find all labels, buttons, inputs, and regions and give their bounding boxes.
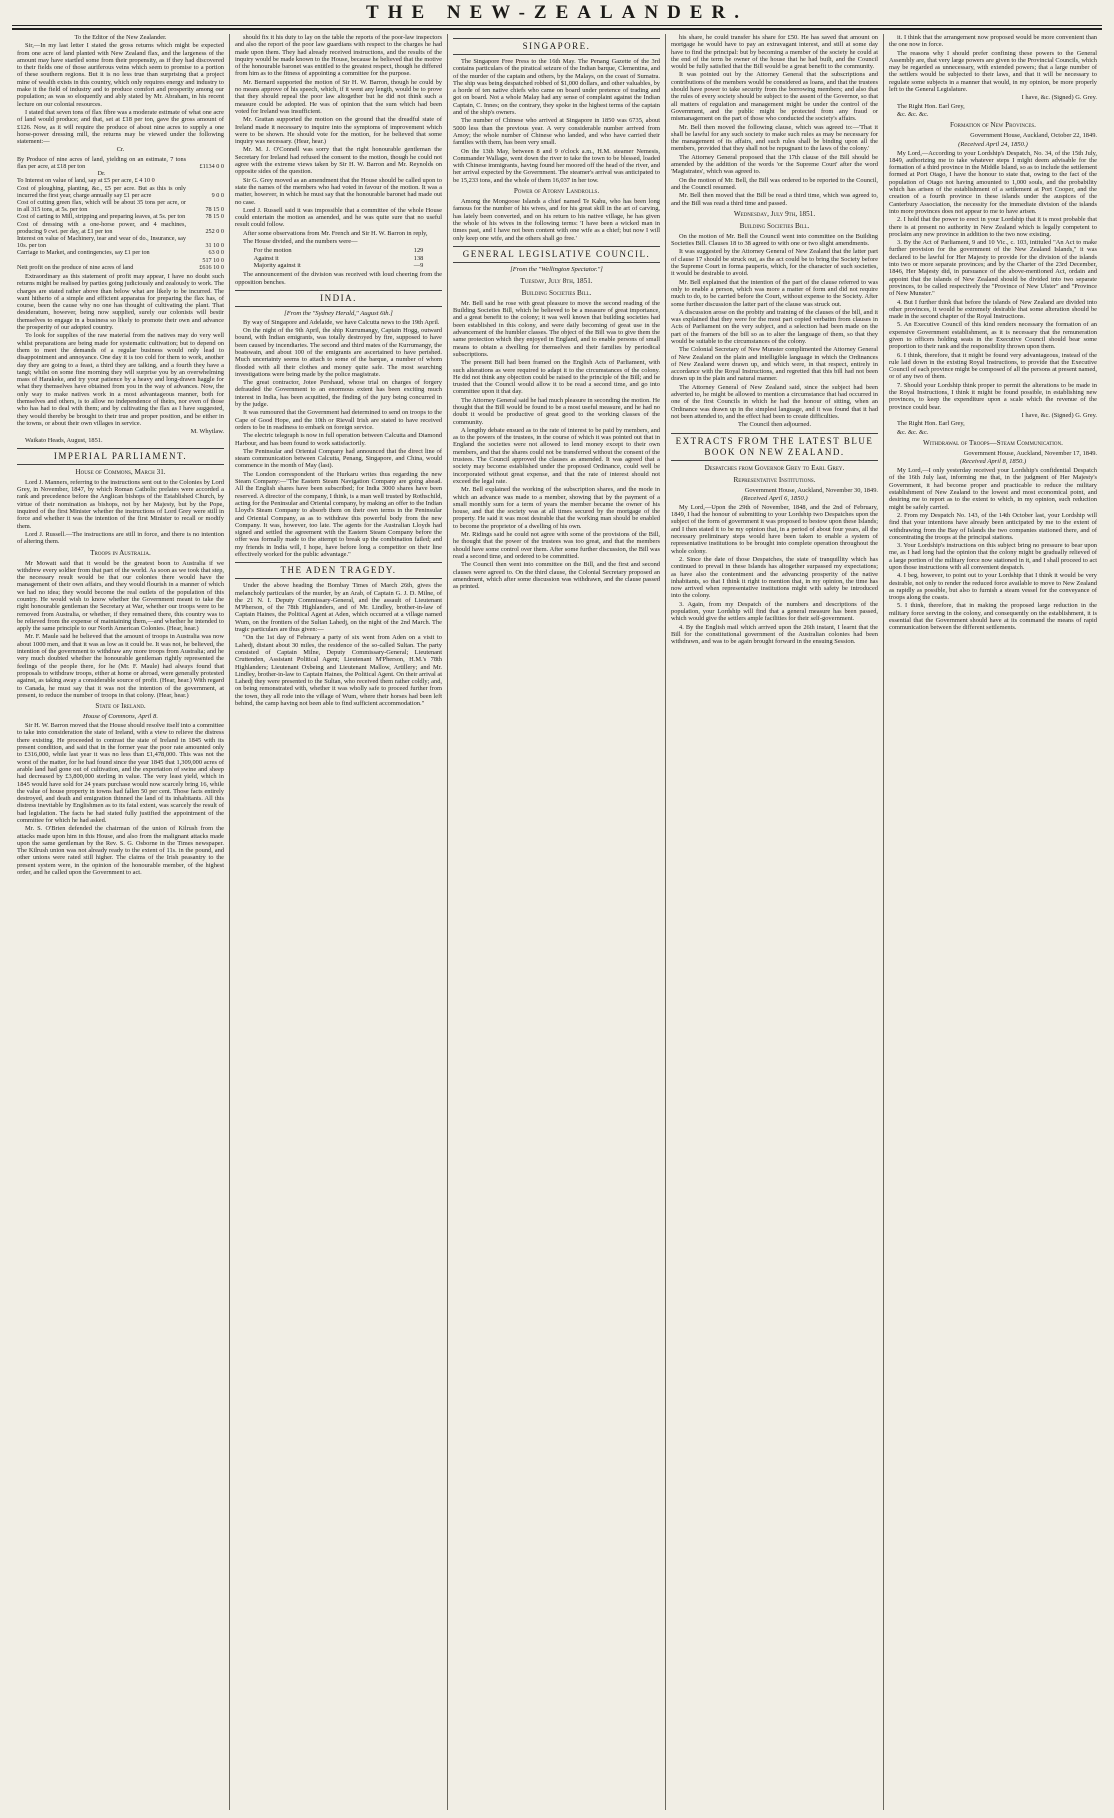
signature-place: Waikato Heads, August, 1851. — [25, 436, 103, 444]
paragraph: 4. But I further think that before the islands of New Zealand are divided into other provinces, it would be extremely desirable that some alteration should be made in the second chapter of the Royal Instructions. — [889, 298, 1097, 321]
paragraph: After some observations from Mr. French and Sir H. W. Barron in reply, — [243, 229, 428, 237]
section-heading-imperial-parliament: IMPERIAL PARLIAMENT. — [17, 448, 224, 465]
paragraph: 3. Again, from my Despatch of the numbers and descriptions of the population, your Lordship will find that a general measure has been passed, which would give the settlers ample facilities for their self-government. — [671, 600, 878, 623]
paragraph: should fix it his duty to lay on the table the reports of the poor-law inspectors and also the report of the poor law guardians with respect to the charges he had made upon them. They had already received instructions, and the results of the inquiry would be made known to the House, because he believed that the motive of the honourable baronet was entitled to the greatest respect, though he differed from him as to the fitness of appointing a committee for the purpose. — [235, 34, 442, 78]
paragraph: Lord J. Russell.—The instructions are still in force, and there is no intention of altering them. — [17, 530, 224, 546]
paragraph: "On the 1st day of February a party of six went from Aden on a visit to Lahedj, distant about 30 miles, the residence of the so-called Sultan. The party consisted of Captain Milne, Deputy Commissary-General; Lieutenant Cruttenden, Assistant Political Agent; Lieutenant M'Pherson, H.M.'s 78th Highlanders; Lieutenant Oxbeing and Lieutenant Mallow, Artillery; and Mr. Lindley, brother-in-law to Captain Haines, the Political Agent. On their arrival at Lahedj they were presented to the Sultan, who received them rather coldly; and, on being remonstrated with, whether it was wholly safe to proceed further from the town, they all rode into the village of Wum, where their horses had been left behind, the camp having not been able to find sufficient accommodation." — [235, 634, 442, 708]
addressee: The Right Hon. Earl Grey, — [897, 420, 965, 428]
flax-account-table — [17, 156, 224, 271]
table-row: Against it 138 — [253, 254, 424, 262]
paragraph: To look for supplies of the raw material from the natives may do very well whilst preparations are being made for systematic cultivation; but to depend on them to meet the demands of a regular business would only lead to disappointment and annoyance. One day it is too cold for them to work, another day they are going to a feast, a third they are talking, and a fourth they have a tangi; whilst on some fine morning they will surprise you by an overwhelming mass of Harakeke, and try your patience by a heavy and long-drawn haggle for what they themselves have obtained from you in the way of advances. Now, the only way to make natives work in a most advantageous manner, both for themselves and others, is to allow no independence of theirs, nor even of those who has had to deal with them; and by cultivating the flax as I have suggested, they would thereby be brought to their true and proper position, and be either in the towns, or about their own villages in service. — [17, 332, 224, 427]
paragraph: Mr. Bell explained the working of the subscription shares, and the mode in which an advance was made to a member, showing that by the payment of a small monthly sum for a term of years the member became the owner of his house, and that the society was at all times secured by the mortgage of the property. He said it was most desirable that the working man should be enabled to become the proprietor of a dwelling of his own. — [453, 486, 660, 530]
subheading: State of Ireland. — [95, 702, 146, 711]
subheading: Building Societies Bill. — [521, 288, 592, 297]
paragraph: My Lord,—I only yesterday received your Lordship's confidential Despatch of the 16th July last, informing me that, in the judgment of Her Majesty's Government, it had become proper and practicable to reduce the military establishment of New Zealand to the lowest and most economical point, and desiring me to report as to the extent to which, in my opinion, such reduction might be safely carried. — [889, 467, 1097, 511]
table-row: Cost of ploughing, planting, &c., £5 per acre. But as this is only incurred the first year, charge annually say £1 per acre 9 0 0 — [17, 184, 224, 199]
subheading: Building Societies Bill. — [739, 221, 810, 230]
paragraph: The Attorney General proposed that the 17th clause of the Bill should be amended by the addition of the words 'or the Supreme Court' after the word 'Magistrates', which was agreed to. — [671, 153, 878, 176]
paragraph: The House divided, and the numbers were— — [243, 238, 358, 246]
paragraph: Mr. F. Maule said he believed that the amount of troops in Australia was now about 1000 men, and that it was as low as it could be. It was not, he believed, the intention of the government to withdraw any more troops from Australia; and he very much doubted whether the honourable gentleman rightly represented the feelings of the people there, for he (Mr. F. Maule) had always found that proposals to withdraw troops, either at home or abroad, were generally protested against, as taking away a considerable source of profit. (Hear, hear.) With regard to Canada, he must say that it was not the intention of the government, at present, to reduce the number of troops in that colony. (Hear, hear.) — [17, 633, 224, 699]
paragraph: It was suggested by the Attorney General of New Zealand that the latter part of clause 17 should be struck out, as the act could be to bring the Society before the Supreme Court in forma pauperis, which, for the character of such societies, it would be desirable to avoid. — [671, 248, 878, 278]
table-row: To Interest on value of land, say at £5 per acre, £ 4 10 0 — [17, 177, 155, 185]
table-row: Carriage to Market, and contingencies, say £1 per ton 63 0 0 — [17, 249, 224, 257]
paragraph: The Peninsular and Oriental Company had announced that the direct line of steam communication between Calcutta, Penang, Singapore, and China, would commence in the month of May (last). — [235, 447, 442, 470]
section-heading-india: INDIA. — [235, 290, 442, 307]
column-3 — [448, 34, 666, 1810]
subheading: Withdrawal of Troops—Steam Communication. — [923, 438, 1063, 447]
paragraph: Lord J. Manners, referring to the instructions sent out to the Colonies by Lord Grey, in November, 1847, by which Roman Catholic prelates were accorded a rank and precedence before the Anglican bishops of the Established Church, by virtue of their nomination as bishops, not by her Majesty, but by the Pope, inquired of the first Minister whether the instructions of Lord Grey were still in force and whether it was the intention of the first Minister to recall or modify them. — [17, 478, 224, 530]
table-row: Dr. — [97, 170, 106, 178]
paragraph: The present Bill had been framed on the English Acts of Parliament, with such alterations as were required to adapt it to the circumstances of the colony. He did not think any objection could be raised to the principle of the Bill; and he trusted that the Council would allow it to be read a second time, and go into committee upon it that day. — [453, 359, 660, 396]
paragraph: Mr Mowatt said that it would be the greatest boon to Australia if we withdrew every soldier from that part of the world. As soon as we took that step, the necessary result would be that our colonies there would have the management of their own affairs, and they would flourish in a manner of which we had no idea; they would become the real outlets of the population of this country. He would wish to know whether the Government meant to take the right honourable gentleman the Secretary at War, whether our troops were to be removed from Australia, or whether, if they remained there, this country was to be relieved from the expense of maintaining them,—and whether he intended to apply the same principle to our North American Colonies. (Hear, hear.) — [17, 559, 224, 633]
subheading-date: Wednesday, July 9th, 1851. — [733, 209, 816, 218]
paragraph: 4. By the English mail which arrived upon the 26th instant, I learnt that the Bill for the constitutional government of the Australian colonies had been withdrawn, and was to be again brought forward in the ensuing Session. — [671, 623, 878, 646]
dateline: Government House, Auckland, October 22, 1849. — [970, 132, 1097, 140]
paragraph: it. I think that the arrangement now proposed would be more convenient than the one now in force. — [889, 34, 1097, 49]
paragraph: Sir,—In my last letter I stated the gross returns which might be expected from one acre of land planted with New Zealand flax, and the largeness of the amount may have startled some from their propensity, as if they had discovered to their fields one of those auriferous veins which seem to promise to a portion of these southern regions. But it is no less true than surprising that a project mine of wealth exists in this country, which only requires energy and industry to make it the field of industry and to produce comfort and prosperity among our population; as was so eloquently and ably stated by Mr. Abraham, in his recent lecture on our colonial resources. — [17, 42, 224, 108]
masthead-rule-double — [12, 28, 1102, 30]
paragraph: On the motion of Mr. Bell the Council went into committee on the Building Societies Bill. Clauses 18 to 38 agreed to with one or two slight amendments. — [671, 232, 878, 248]
paragraph: 5. I think, therefore, that in making the proposed large reduction in the military force serving in the colony, and consequently on the establishment, it is essential that the Government should have at its command the means of rapid communication between the different settlements. — [889, 602, 1097, 632]
received-line: (Received April 8, 1850.) — [959, 458, 1027, 466]
account-heading: Cr. — [116, 146, 125, 154]
paragraph: Mr. Bell then moved the following clause, which was agreed to:—'That it shall be lawful for any such society to make such rules as may be necessary for the management of its affairs, and such rules shall be binding upon all the members, provided that they shall not be repugnant to the laws of the colony.' — [671, 123, 878, 153]
paragraph: My Lord,—Upon the 29th of November, 1848, and the 2nd of February, 1849, I had the honour of submitting to your Lordship two Despatches upon the subject of the form of government it was proposed to bestow upon these Islands; and I then stated it to be my opinion that, in a period of about four years, all the necessary preliminary steps would have been taken to enable a system of representative institutions to be brought into complete operation throughout the whole colony. — [671, 503, 878, 555]
paragraph: A discussion arose on the probity and training of the clauses of the bill, and it was explained that they were for the most part copied verbatim from clauses in Acts of Parliament on the very subject, and a selection had been made on the part of the framers of the bill so as to alter the language of them, so that they would be suitable to the circumstances of the colony. — [671, 308, 878, 345]
section-heading-singapore: SINGAPORE. — [453, 38, 660, 55]
paragraph: 2. Since the date of those Despatches, the state of tranquillity which has continued to prevail in these Islands has altogether surpassed my expectations; as have also the contentment and the advancing prosperity of the native inhabitants, so that I think it right to mention that, in my opinion, the time has now arrived when representative institutions might with safety be introduced into the colony. — [671, 555, 878, 600]
table-row: For the motion 129 — [253, 247, 424, 255]
column-1 — [12, 34, 230, 1810]
table-row: Interest on value of Machinery, tear and wear of do., Insurance, say 10s. per ton 31 10 0 — [17, 234, 224, 250]
dateline: Government House, Auckland, November 30, 1849. — [744, 486, 878, 494]
division-votes-table — [254, 247, 424, 269]
subheading: House of Commons, March 31. — [75, 467, 166, 476]
paragraph: It was rumoured that the Government had determined to send on troops to the Cape of Good Hope, and the 10th or Rievall Irish are stated to have received orders to be in readiness to embark on foreign service. — [235, 409, 442, 431]
addressee-etc: &c. &c. &c. — [897, 110, 929, 118]
subheading-date: Tuesday, July 8th, 1851. — [520, 276, 593, 285]
subheading: Representative Institutions. — [733, 475, 816, 484]
paragraph: On the motion of Mr. Bell, the Bill was ordered to be reported to the Council, and the Council resumed. — [671, 176, 878, 191]
paragraph: Sir H. W. Barron moved that the House should resolve itself into a committee to take into consideration the state of Ireland, with a view to relieve the distress there existing. He proceeded to contrast the state of Ireland in 1845 with its present condition, and said that in the former year the poor rate amounted only to £316,000, while last year it was no less than £1,478,000. This was not the worst of the matter, for he had found since the year 1845 that 1,309,000 acres of arable land had gone out of cultivation, and the exportation of swine and sheep had decreased by £3,800,000 sterling in value. The very least yield, which in 1845 would have sold for 24 years purchase would now scarcely bring 16, while the value of house property in towns had fallen 50 per cent. Those facts entirely destroyed, and death and emigration thinned the land of its inhabitants. All this distress inevitable by Englishmen as to its fatal extent, was scarcely the result of bad legislation. The facts he had stated fully justified the appointment of the committee for which he had asked. — [17, 722, 224, 824]
paragraph: Mr. Ridings said he could not agree with some of the provisions of the Bill, he thought that the power of the trustees was too great, and that the members should have some control over them. After some further discussion, the Bill was read a second time, and ordered to be committed. — [453, 531, 660, 560]
paragraph: The Council then went into committee on the Bill, and the first and second clauses were agreed to. On the third clause, the Colonial Secretary proposed an amendment, which after some discussion was withdrawn, and the clause passed as printed. — [453, 561, 660, 591]
column-2 — [230, 34, 448, 1810]
paragraph: I stated that seven tons of flax fibre was a moderate estimate of what one acre of land would produce; and that, set at £18 per ton, gave the gross amount of £126. Now, as it will require the produce of about nine acres to supply a one horse-power dressing mill, the returns may be viewed under the following statement:— — [17, 108, 224, 146]
paragraph: The Colonial Secretary of New Munster complimented the Attorney General of New Zealand on the plain and intelligible language in which the Ordinances of New Zealand were drawn up, and which were, in that respect, entirely in accordance with the Royal Instructions, and regretted that this bill had not been drawn up in the plain and natural manner. — [671, 346, 878, 383]
source-line: [From the "Wellington Spectator."] — [510, 265, 603, 273]
subheading: Formation of New Provinces. — [950, 121, 1036, 130]
subheading-date: House of Commons, April 8. — [83, 713, 158, 721]
addressee-etc: &c. &c. &c. — [897, 428, 929, 436]
table-row: Majority against it —9 — [253, 261, 424, 269]
paragraph: 6. I think, therefore, that it might be found very advantageous, instead of the rule laid down in the existing Royal Instructions, to provide that the Executive Council of each province might be composed of all the persons at present named, or of any two of them. — [889, 351, 1097, 381]
dateline: Government House, Auckland, November 17, 1849. — [963, 449, 1097, 457]
paragraph: On the 13th May, between 8 and 9 o'clock a.m., H.M. steamer Nemesis, Commander Wallage, went down the river to take the town to be blessed, loaded with Chinese immigrants, having found her moored off the head of the river, and her arrival expected by the Government. The steamer's arrival was anticipated to be 15,233 tons, and the whole of them 16,037 in her tow. — [453, 147, 660, 184]
letter-greeting: To the Editor of the New Zealander. — [74, 34, 167, 41]
paragraph: Sir G. Grey moved as an amendment that the House should be called upon to state the names of the members who had voted in favour of the motion. It was a matter, however, in which he must say that the honourable baronet had made out no case. — [235, 176, 442, 206]
paragraph: The announcement of the division was received with loud cheering from the opposition benches. — [235, 271, 442, 286]
signature: M. Whytlaw. — [190, 428, 224, 436]
subheading: Power of Atorny Landrolls. — [513, 187, 600, 196]
source-line: [From the "Sydney Herald," August 6th.] — [284, 309, 393, 317]
paragraph: Mr. Bell explained that the intention of the part of the clause referred to was only to enable a person, which was more a matter of form and did not require much to do, to be carried before the Court, without expense to the Society. After some further discussion the latter part of the clause was struck out. — [671, 278, 878, 308]
table-row: By Produce of nine acres of land, yielding on an estimate, 7 tons flax per acre, at £18 per ton £1134 0 0 — [17, 155, 224, 170]
paragraph: Mr. Grattan supported the motion on the ground that the dreadful state of Ireland made it necessary to inquire into the symptoms of improvement which were to be shown. He should vote for the motion, for he believed that some inquiry was necessary. (Hear, hear.) — [235, 116, 442, 146]
paragraph: The Singapore Free Press to the 16th May. The Penang Gazette of the 3rd contains particulars of the piratical seizure of the Indian barque, Clementina, and of the murder of the captain and others, by the Malays, on the coast of Sumatra. The ship was being despatched robbed of $1,000 dollars, and other valuables, by a horde of ten native chiefs who came on board under pretence of trading and got on board. Not a whole Malay had any sense of complaint against the Indian Captain, C. Innes; on the contrary, they spoke in the highest terms of the captain and of the ship's owners. — [453, 58, 660, 117]
received-line: (Received April 24, 1850.) — [958, 140, 1028, 148]
paragraph: Mr. Bell then moved that the Bill be read a third time, which was agreed to, and the Bill was read a third time and passed. — [671, 192, 878, 207]
paragraph: The electric telegraph is now in full operation between Calcutta and Diamond Harbour, and has been found to work satisfactorily. — [235, 432, 442, 447]
paragraph: Extraordinary as this statement of profit may appear, I have no doubt such returns might be realised by parties going judiciously and zealously to work. The charges are stated rather above than below what are likely to be incurred. The want hitherto of a simple and efficient apparatus for preparing the flax has, of course, been the cause why no one has thought of cultivating the plant. That desideratum, however, being now supplied, surely our colonists will bestir themselves to engage in a business so likely to promote their own and advance the prosperity of our adopted country. — [17, 273, 224, 332]
columns — [12, 34, 1102, 1810]
signature: I have, &c. (Signed) G. Grey. — [1021, 94, 1097, 102]
paragraph: Lord J. Russell said it was impossible that a committee of the whole House could entertain the motion as amended, and he was quite sure that no useful result could follow. — [235, 206, 442, 229]
table-row: Nett profit on the produce of nine acres of land £616 10 0 — [17, 263, 224, 271]
paragraph: 3. Your Lordship's instructions on this subject bring no pressure to bear upon me, as I had long had the opinion that the colony might be gradually relieved of a large portion of the military force now stationed in it, and I shall proceed to act upon those instructions with all convenient despatch. — [889, 542, 1097, 571]
paragraph: By way of Singapore and Adelaide, we have Calcutta news to the 19th April. — [243, 318, 440, 326]
masthead: THE NEW-ZEALANDER. — [366, 2, 748, 23]
paragraph: The London correspondent of the Hurkaru writes thus regarding the new Steam Company:—"The Eastern Steam Navigation Company are going ahead. All the English shares have been subscribed; for India 3000 shares have been reserved. A director of the company, I think, is a man well trusted by Rothschild, acting for the Peninsular and Oriental company, by making an offer to the Indian Lloyd's Steam Company to absorb them on their own terms in the Peninsular and Oriental Company, as as to withdraw this powerful body from the new Company. It was, however, too late. The agents for the Australian Lloyds had signed and settled the agreement with the Eastern Steam Company before the offer was formally made to the attempt to break up the combination failed; and my friends in India will, I hope, have before long a competitor on their line effectively worked for the public advantage." — [235, 470, 442, 558]
section-heading-aden: THE ADEN TRAGEDY. — [235, 562, 442, 579]
paragraph: The Council then adjourned. — [737, 421, 812, 429]
paragraph: My Lord,—According to your Lordship's Despatch, No. 34, of the 15th July, 1849, authorizing me to take whatever steps I might deem advisable for the formation of a third province in the Middle Island, so as to include the settlement formed at Port Otago, I have the honour to state that, owing to the fact of the population of Otago not having amounted to 1,000 souls, and the probability which has arisen of the establishment of a settlement at Port Cooper, and the creation of a fourth province in these islands under the auspices of the Canterbury Association, the necessity for the immediate division of the islands into more provinces does not appear to me to have arisen. — [889, 149, 1097, 215]
masthead-rule — [12, 25, 1102, 26]
section-heading-blue-book: EXTRACTS FROM THE LATEST BLUE BOOK ON NEW ZEALAND. — [671, 433, 878, 461]
paragraph: Mr. M. J. O'Connell was sorry that the right honourable gentleman the Secretary for Ireland had refused the consent to the motion, though he could not agree with the extreme views taken by Sir H. W. Barron and Mr. Reynolds on opposite sides of the question. — [235, 146, 442, 176]
paragraph: Mr. S. O'Brien defended the chairman of the union of Kilrush from the attacks made upon him in this House, and also from the malignant attacks made upon the same gentleman by the Rev. S. G. Osborne in the Times newspaper. The Kilrush union was not already ready to the extent of 11s. in the pound, and other unions were rated still higher. The claims of the Irish peasantry to the present system were, in the opinion of the honourable member, of the highest order, and he called upon the Government to act. — [17, 825, 224, 877]
signature: I have, &c. (Signed) G. Grey. — [1021, 411, 1097, 419]
paragraph: The Attorney General of New Zealand said, since the subject had been adverted to, he might be allowed to mention a circumstance that had occurred in one of the first Councils in which he had the honour of sitting, when an Ordinance was drawn up in the simplest language, and it was found that it had not been attended to, and the effect had been to create difficulties. — [671, 383, 878, 420]
paragraph: 5. An Executive Council of this kind renders necessary the formation of an expensive Government establishment, as it is necessary that the remuneration given to officers holding seats in the Executive Council should bear some proportion to their rank and the responsibility thrown upon them. — [889, 321, 1097, 351]
paragraph: 3. By the Act of Parliament, 9 and 10 Vic., c. 103, intituled "An Act to make further provision for the government of the New Zealand Islands," it was declared to be lawful for Her Majesty to provide for the division of the islands into two or more separate provinces; and by the Charter of the 23rd December, 1846, Her Majesty did, in pursuance of the above-mentioned Act, ordain and appoint that the islands of New Zealand should be divided into two separate provinces, to be called respectively the "Province of New Ulster" and "Province of New Munster." — [889, 239, 1097, 298]
paragraph: Under the above heading the Bombay Times of March 26th, gives the melancholy particulars of the murder, by an Arab, of Captain G. J. D. Milne, of the 21 N. I. Deputy Commissary-General, and the assault of Lieutenant M'Pherson, of the 78th Highlanders, and of Mr. Lindley, brother-in-law of Captain Haines, the Political Agent at Aden, which occurred at a village named Wum, on the frontiers of the Sultan Lahedj, on the night of the 2nd March. The tragic particulars are thus given:— — [235, 582, 442, 634]
paragraph: Among the Mongoose Islands a chief named Te Kahu, who has been long famous for the number of his wives, and for his great skill in the art of carving, has lately been converted, and on his return to his native village, he has given the whole of his wives in the following terms: 'I have been a wicked man in times past, and I have not been content with one wife as a chief; but now I will only keep one wife, and the others shall go free.' — [453, 198, 660, 242]
paragraph: 2. I hold that the power to erect in your Lordship that it is most probable that there is at present no authority in New Zealand which is legally competent to proclaim any new province in addition to the two now existing. — [889, 216, 1097, 238]
paragraph: Mr. Bell said he rose with great pleasure to move the second reading of the Building Societies Bill, which he believed to be a measure of great importance, and a great benefit to the colony; it was well known that building societies had been established in this colony, and were daily becoming of great use in the advancement of the humbler classes. The object of the Bill was to give them the same protection which they enjoyed in England, and to enable persons of small means to obtain a dwelling for themselves and their families by periodical subscriptions. — [453, 299, 660, 358]
paragraph: 4. I beg, however, to point out to your Lordship that I think it would be very desirable, not only to render the reduced force available to move to New Zealand as rapidly as possible, but also to furnish a steam vessel for the conveyance of troops along the coasts. — [889, 572, 1097, 602]
paragraph: The reasons why I should prefer confining these powers to the General Assembly are, that very large powers are given to the Provincial Councils, which may be regarded as unnecessary, with extended powers; that a large number of the settlers would be subjected to their laws, and that it will be necessary to regulate some subjects in a manner that would, in my opinion, be more properly left to the General Legislature. — [889, 49, 1097, 94]
paragraph: The Attorney General said he had much pleasure in seconding the motion. He thought that the Bill would be found to be a most useful measure, and he had no doubt it would be productive of great good to the working classes of the community. — [453, 396, 660, 426]
paragraph: 7. Should your Lordship think proper to permit the alterations to be made in the Royal Instructions, I think it might be found possible, in establishing new provinces, to keep the expenditure upon a scale which the revenue of the province could bear. — [889, 381, 1097, 411]
paragraph: A lengthy debate ensued as to the rate of interest to be paid by members, and as to the powers of the trustees, in the course of which it was pointed out that in England the societies were not allowed to lend money except to their own members, and that the shares could not be transferred without the consent of the trustees. The Council approved the clauses as amended. It was agreed that a society may become established under the proposed Ordinance, could well be incorporated without great expense, and that the rate of interest should not exceed the legal rate. — [453, 426, 660, 485]
subheading: Troops in Australia. — [90, 548, 151, 557]
column-4 — [666, 34, 884, 1810]
table-row: 517 10 0 — [202, 256, 224, 264]
column-5 — [884, 34, 1102, 1810]
received-line: (Received April 6, 1850.) — [741, 494, 808, 502]
table-row: Cost of cutting green flax, which will be about 35 tons per acre, or in all 315 tons, at 5s. per ton 78 15 0 — [17, 198, 224, 214]
table-row: Cost of carting to Mill, stripping and preparing leaves, at 5s. per ton 78 15 0 — [17, 213, 224, 221]
section-heading-legislative-council: GENERAL LEGISLATIVE COUNCIL. — [453, 246, 660, 263]
paragraph: It was pointed out by the Attorney General that the subscriptions and contributions of the members would be considered as loans, and that the trustees should have power to take security from the borrowing members; and also that the rules of every society should be subject to the assent of the Governor, so that all matters of regulation and management might be under the control of the Government, and the public might be protected from any fraud or mismanagement on the part of those who conducted the society's affairs. — [671, 71, 878, 123]
subheading: Despatches from Governor Grey to Earl Grey. — [704, 463, 845, 472]
paragraph: Mr. Bernard supported the motion of Sir H. W. Barron, though he could by no means approve of his speech, which, if it went any length, would be to prove that they should repeal the poor law altogether but he did not think such a measure could be adopted. He was of opinion that the sum which had been voted for Ireland was insufficient. — [235, 78, 442, 115]
table-row: Cost of dressing with a one-horse power, and 4 machines, producing 9 cwt. per day, at £1 per ton 252 0 0 — [17, 220, 224, 235]
paragraph: The great contractor, Jotee Pershaud, whose trial on charges of forgery defrauded the Government to an enormous extent has been exciting much interest in India, has been acquitted, the finding of the jury being concurred in by the judge. — [235, 379, 442, 409]
addressee: The Right Hon. Earl Grey, — [897, 102, 965, 110]
paragraph: On the night of the 9th April, the ship Kurrumangy, Captain Hogg, outward bound, with Indian emigrants, was totally destroyed by fire, supposed to have been caused by incendiaries. The second and third mates of the Kurrumangy, the boatswain, and about 100 of the emigrants are ascertained to have perished. Much uncertainty seems to attach to some of the barque, a number of whom flooded with all their clothes and money quite safe. The most searching investigations were being made by the police magistrate. — [235, 327, 442, 378]
paragraph: his share, he could transfer his share for £50. He has saved that amount on mortgage he would have to pay an extravagant interest, and still at some day have to find the principal: but by becoming a member of the society he could at the end of the term be owner of the house that he had built, and the Council would be fully satisfied that the Bill would be a great benefit to the community. — [671, 34, 878, 71]
paragraph: The number of Chinese who arrived at Singapore in 1850 was 6735, about 5000 less than the previous year. A very considerable number arrived from Amoy; the whole number of Chinese who landed, and who have carried their families with them, has been very small. — [453, 117, 660, 147]
paragraph: 2. From my Despatch No. 143, of the 14th October last, your Lordship will find that your intentions have already been anticipated by me to the extent of withdrawing from the Bay of Islands the two companies stationed there, and of concentrating the troops at the principal stations. — [889, 511, 1097, 541]
